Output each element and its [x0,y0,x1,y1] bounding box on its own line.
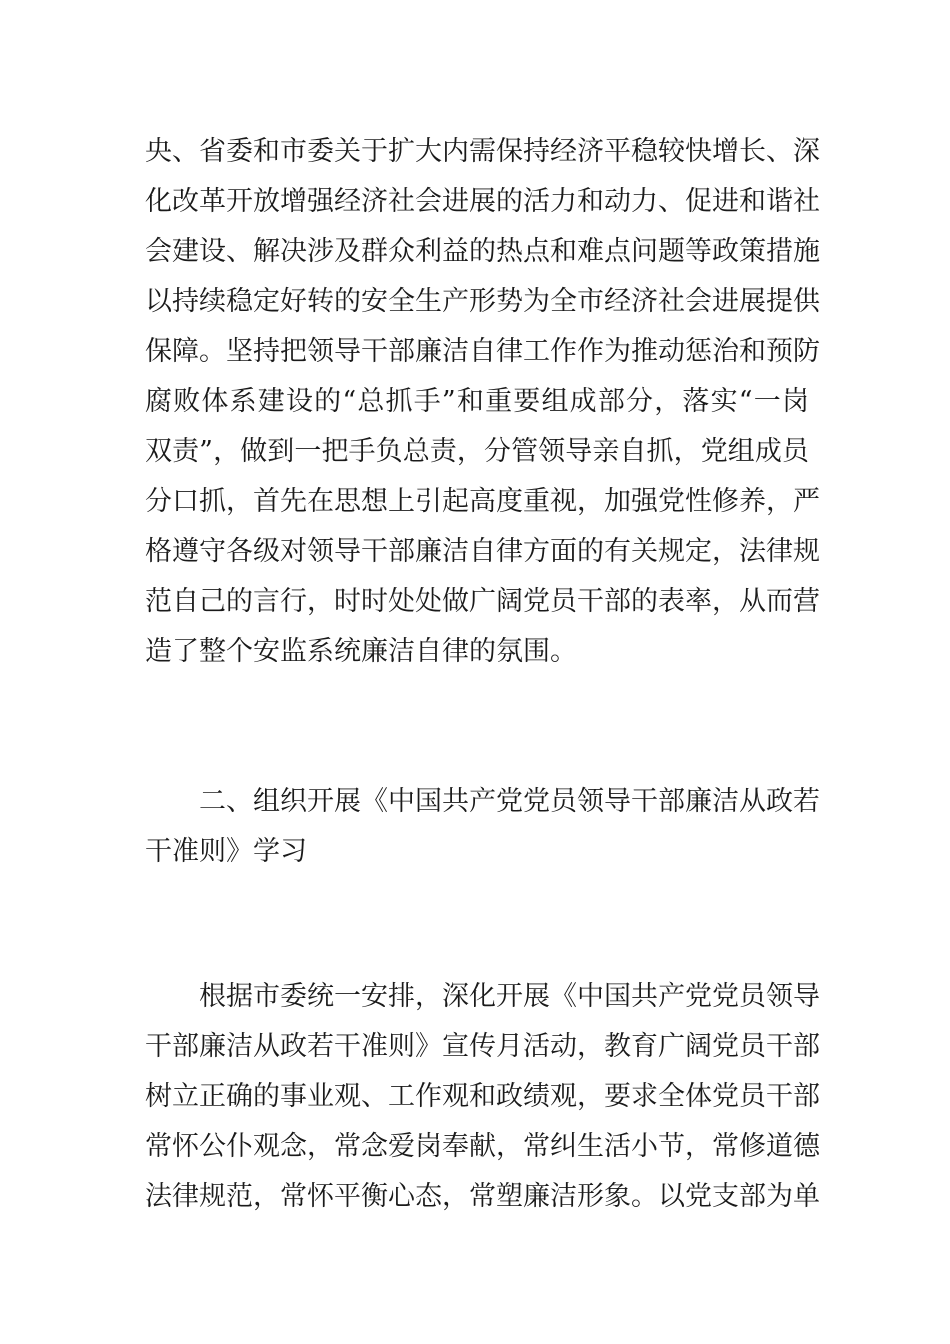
paragraph-body-2 [145,972,820,1222]
text-line: 范自己的言行，时时处处做广阔党员干部的表率，从而营 [145,586,820,617]
text-line: 双责”，做到一把手负总责，分管领导亲自抓，党组成员 [145,436,809,467]
heading-line: 干准则》学习 [145,836,307,867]
text-line: 树立正确的事业观、工作观和政绩观，要求全体党员干部 [145,1081,820,1112]
text-line: 会建设、解决涉及群众利益的热点和难点问题等政策措施 [145,236,820,267]
text-line: 以持续稳定好转的安全生产形势为全市经济社会进展提供 [145,286,820,317]
paragraph-body-1 [145,127,820,677]
text-line: 分口抓，首先在思想上引起高度重视，加强党性修养，严 [145,486,820,517]
text-line: 化改革开放增强经济社会进展的活力和动力、促进和谐社 [145,186,820,217]
text-line: 根据市委统一安排，深化开展《中国共产党党员领导 [199,981,820,1012]
text-line: 格遵守各级对领导干部廉洁自律方面的有关规定，法律规 [145,536,820,567]
heading-line: 二、组织开展《中国共产党党员领导干部廉洁从政若 [199,786,820,817]
text-line: 常怀公仆观念，常念爱岗奉献，常纠生活小节，常修道德 [145,1131,820,1162]
text-line: 干部廉洁从政若干准则》宣传月活动，教育广阔党员干部 [145,1031,820,1062]
text-line: 造了整个安监系统廉洁自律的氛围。 [145,636,577,667]
text-line: 法律规范，常怀平衡心态，常塑廉洁形象。以党支部为单 [145,1181,820,1212]
text-line: 腐败体系建设的“总抓手”和重要组成部分，落实“一岗 [145,386,809,417]
text-line: 保障。坚持把领导干部廉洁自律工作作为推动惩治和预防 [145,336,820,367]
section-heading [145,777,820,877]
text-line: 央、省委和市委关于扩大内需保持经济平稳较快增长、深 [145,136,820,167]
